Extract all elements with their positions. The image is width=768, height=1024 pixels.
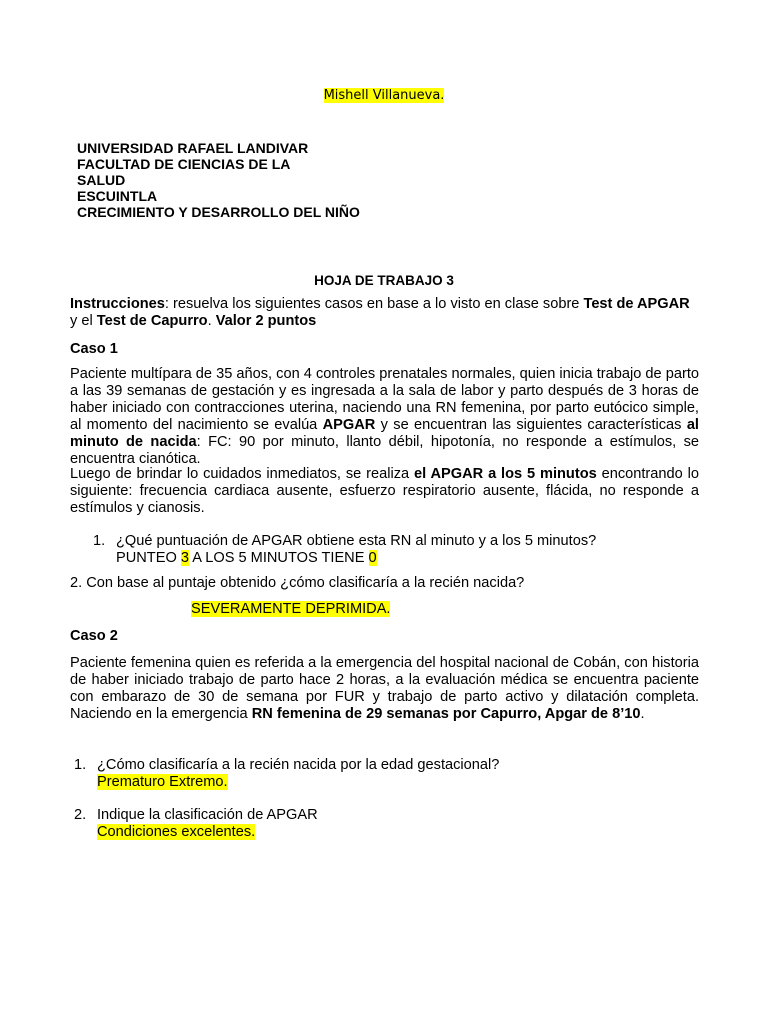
case2-question-2 xyxy=(74,807,318,841)
case1-heading: Caso 1 xyxy=(70,341,118,357)
capurro-test-term: Test de Capurro xyxy=(96,313,208,329)
case1-paragraph-2: Luego de brindar lo cuidados inmediatos, se realiza el APGAR a los 5 minutos encontrando lo siguiente: frecuencia cardiaca ausente, esfuerzo respiratorio ausente, flácida, no responde a estímulos y cianosis. xyxy=(70,466,699,516)
apgar-score-5min: 0 xyxy=(368,550,377,566)
header-line-university: UNIVERSIDAD RAFAEL LANDIVAR xyxy=(77,140,309,156)
case2-answer-1: Prematuro Extremo. xyxy=(97,774,228,790)
points-value: Valor 2 puntos xyxy=(215,313,317,329)
header-line-campus: ESCUINTLA xyxy=(77,188,158,204)
instructions-label: Instrucciones xyxy=(70,296,165,312)
header-line-faculty: FACULTAD DE CIENCIAS DE LA xyxy=(77,156,291,172)
case1-paragraph-1: Paciente multípara de 35 años, con 4 controles prenatales normales, quien inicia trabajo de parto a las 39 semanas de gestación y es ingresada a la sala de labor y parto después de 3 horas de haber iniciado con contracciones uterina, naciendo una RN femenina, por parto eutócico simple, al momento del nacimiento se evalúa APGAR y se encuentran las siguientes características al minuto de nacida: FC: 90 por minuto, llanto débil, hipotonía, no responde a estímulos, se encuentra cianótica. xyxy=(70,366,699,467)
author-name xyxy=(0,87,768,104)
case1-answer-1: PUNTEO 3 A LOS 5 MINUTOS TIENE 0 xyxy=(116,550,377,566)
question-text: ¿Qué puntuación de APGAR obtiene esta RN al minuto y a los 5 minutos? xyxy=(116,533,597,549)
case1-answer-2: SEVERAMENTE DEPRIMIDA. xyxy=(191,601,391,617)
header-line-course: CRECIMIENTO Y DESARROLLO DEL NIÑO xyxy=(77,204,360,220)
case2-heading: Caso 2 xyxy=(70,628,118,644)
instructions: Instrucciones: resuelva los siguientes casos en base a lo visto en clase sobre Test de APGAR y el Test de Capurro. Valor 2 puntos xyxy=(70,296,690,329)
author-highlight: Mishell Villanueva. xyxy=(323,88,445,103)
apgar-score-1min: 3 xyxy=(180,550,189,566)
question-text: Indique la clasificación de APGAR xyxy=(97,807,318,823)
case2-question-1 xyxy=(74,757,499,791)
question-number: 1. xyxy=(74,757,87,773)
case1-question-1 xyxy=(93,533,596,567)
worksheet-title: HOJA DE TRABAJO 3 xyxy=(314,273,454,288)
case2-paragraph-1: Paciente femenina quien es referida a la emergencia del hospital nacional de Cobán, con historia de haber iniciado trabajo de parto hace 2 horas, a la evaluación médica se encuentra paciente con embarazo de 30 de semana por FUR y trabajo de parto activo y dilatación completa. Naciendo en la emergencia RN femenina de 29 semanas por Capurro, Apgar de 8’10. xyxy=(70,655,699,722)
question-text: ¿Cómo clasificaría a la recién nacida por la edad gestacional? xyxy=(97,757,500,773)
question-number: 1. xyxy=(93,533,106,549)
header-line-faculty-cont: SALUD xyxy=(77,172,126,188)
apgar-test-term: Test de APGAR xyxy=(583,296,690,312)
case2-answer-2: Condiciones excelentes. xyxy=(97,824,256,840)
institution-header xyxy=(77,140,360,220)
question-number: 2. xyxy=(74,807,87,823)
case1-question-2: 2. Con base al puntaje obtenido ¿cómo clasificaría a la recién nacida? xyxy=(70,575,525,591)
